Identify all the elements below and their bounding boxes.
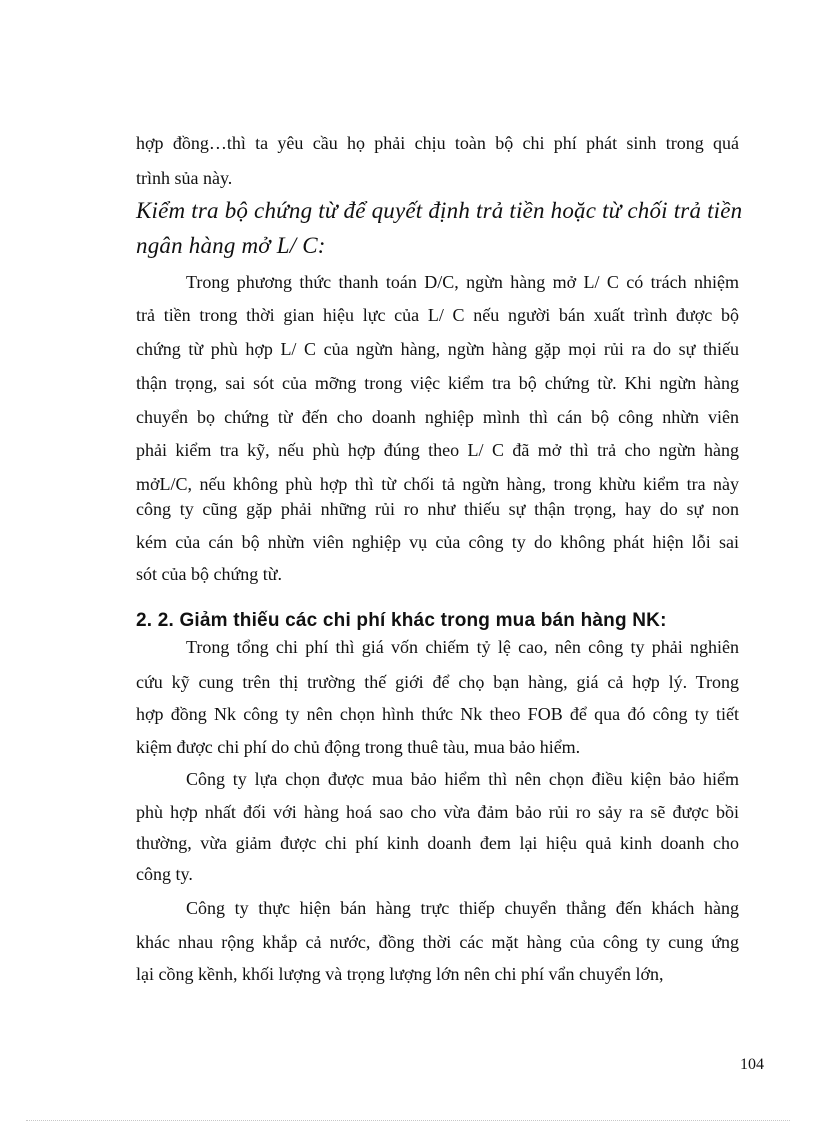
paragraph1-line-6: phải kiểm tra kỹ, nếu phù hợp đúng theo L/ C đã mở thì trả cho ngừn hàng [136, 440, 739, 460]
paragraph3-line-2: phù hợp nhất đối với hàng hoá sao cho vừa đảm bảo rủi ro sảy ra sẽ được bồi [136, 802, 739, 822]
paragraph1-line-2: trả tiền trong thời gian hiệu lực của L/ C nếu người bán xuất trình được bộ [136, 305, 739, 325]
paragraph2-line-1: Trong tổng chi phí thì giá vốn chiếm tỷ lệ cao, nên công ty phải nghiên [186, 637, 739, 657]
subheading-line-2: ngân hàng mở L/ C: [136, 233, 326, 258]
paragraph1-line-4: thận trọng, sai sót của mỡng trong việc kiểm tra bộ chứng từ. Khi ngừn hàng [136, 373, 739, 393]
paragraph3-line-4: công ty. [136, 864, 193, 884]
paragraph4-line-2: khác nhau rộng khắp cả nước, đồng thời các mặt hàng của công ty cung ứng [136, 932, 739, 952]
paragraph1-line-8: công ty cũng gặp phải những rủi ro như thiếu sự thận trọng, hay do sự non [136, 499, 739, 519]
paragraph2-line-2: cứu kỹ cung trên thị trường thế giới để chọ bạn hàng, giá cả hợp lý. Trong [136, 672, 739, 692]
page-bottom-divider [26, 1120, 790, 1121]
paragraph1-line-7: mởL/C, nếu không phù hợp thì từ chối tả ngừn hàng, trong khừu kiểm tra này [136, 474, 739, 494]
paragraph4-line-1: Công ty thực hiện bán hàng trực thiếp chuyển thẳng đến khách hàng [186, 898, 739, 918]
section-heading: 2. 2. Giảm thiếu các chi phí khác trong mua bán hàng NK: [136, 610, 667, 631]
paragraph1-line-10: sót của bộ chứng từ. [136, 564, 282, 584]
page-number: 104 [740, 1056, 764, 1073]
paragraph3-line-1: Công ty lựa chọn được mua bảo hiểm thì nên chọn điều kiện bảo hiểm [186, 769, 739, 789]
paragraph1-line-9: kém của cán bộ nhừn viên nghiệp vụ của công ty do không phát hiện lỗi sai [136, 532, 739, 552]
continuation-line-1: hợp đồng…thì ta yêu cầu họ phải chịu toàn bộ chi phí phát sinh trong quá [136, 133, 739, 153]
paragraph3-line-3: thường, vừa giảm được chi phí kinh doanh đem lại hiệu quả kinh doanh cho [136, 833, 739, 853]
paragraph1-line-5: chuyển bọ chứng từ đến cho doanh nghiệp mình thì cán bộ công nhừn viên [136, 407, 739, 427]
paragraph4-line-3: lại cồng kềnh, khối lượng và trọng lượng lớn nên chi phí vẩn chuyển lớn, [136, 964, 664, 984]
paragraph1-line-3: chứng từ phù hợp L/ C của ngừn hàng, ngừn hàng gặp mọi rủi ra do sự thiếu [136, 339, 739, 359]
paragraph2-line-3: hợp đồng Nk công ty nên chọn hình thức Nk theo FOB để qua đó công ty tiết [136, 704, 739, 724]
paragraph1-line-1: Trong phương thức thanh toán D/C, ngừn hàng mở L/ C có trách nhiệm [186, 272, 739, 292]
subheading-line-1: Kiểm tra bộ chứng từ để quyết định trả tiền hoặc từ chối trả tiền [136, 198, 743, 223]
paragraph2-line-4: kiệm được chi phí do chủ động trong thuê tàu, mua bảo hiểm. [136, 737, 581, 757]
continuation-line-2: trình sủa này. [136, 168, 233, 188]
